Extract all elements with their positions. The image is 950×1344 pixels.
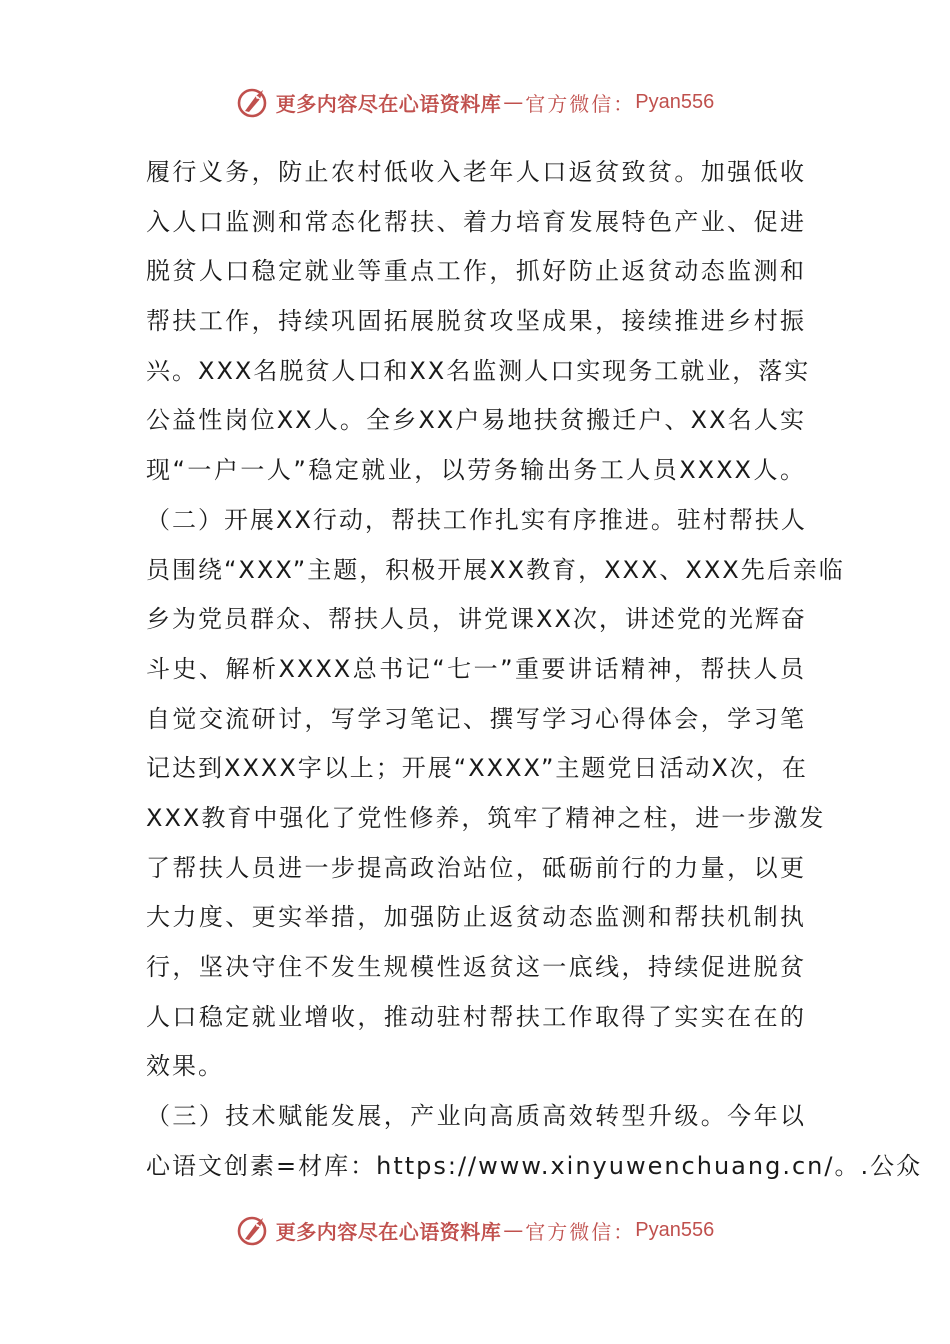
text-line: （三）技术赋能发展，产业向高质高效转型升级。今年以 bbox=[146, 1102, 806, 1131]
text-line: 现“一户一人”稳定就业，以劳务输出务工人员XXXX人。 bbox=[146, 456, 806, 485]
text-line: 兴。XXX名脱贫人口和XX名监测人口实现务工就业，落实 bbox=[146, 356, 811, 385]
text-line: 行，坚决守住不发生规模性返贫这一底线，持续促进脱贫 bbox=[146, 953, 806, 981]
text-line: 脱贫人口稳定就业等重点工作，抓好防止返贫动态监测和 bbox=[146, 257, 806, 286]
text-line: 大力度、更实举措，加强防止返贫动态监测和帮扶机制执 bbox=[146, 903, 806, 932]
pen-nib-circle-icon bbox=[236, 84, 272, 120]
banner-wechat-label: 官方微信： bbox=[525, 1219, 636, 1244]
text-line: 乡为党员群众、帮扶人员，讲党课XX次，讲述党的光辉奋 bbox=[146, 605, 807, 634]
banner-dash: — bbox=[503, 1218, 524, 1242]
text-line: 公益性岗位XX人。全乡XX户易地扶贫搬迁户、XX名人实 bbox=[146, 406, 806, 435]
banner-title: 更多内容尽在心语资料库 bbox=[275, 1219, 502, 1244]
text-line: 了帮扶人员进一步提高政治站位，砥砺前行的力量，以更 bbox=[146, 853, 806, 882]
text-line: XXX教育中强化了党性修养，筑牢了精神之柱，进一步激发 bbox=[146, 803, 826, 832]
text-line: 入人口监测和常态化帮扶、着力培育发展特色产业、促进 bbox=[146, 207, 806, 236]
text-line: 心语文创素=材库：https://www.xinyuwenchuang.cn/。.公众 bbox=[146, 1151, 923, 1180]
banner-wechat-id: Pyan556 bbox=[635, 90, 715, 113]
text-line: 效果。 bbox=[146, 1052, 224, 1081]
text-line: 斗史、解析XXXX总书记“七一”重要讲话精神，帮扶人员 bbox=[146, 654, 806, 683]
banner-wechat-id: Pyan556 bbox=[635, 1218, 715, 1241]
banner-dash: — bbox=[503, 90, 524, 114]
text-line: 人口稳定就业增收，推动驻村帮扶工作取得了实实在在的 bbox=[146, 1002, 806, 1031]
banner-title: 更多内容尽在心语资料库 bbox=[275, 91, 502, 116]
text-line: 自觉交流研讨，写学习笔记、撰写学习心得体会，学习笔 bbox=[146, 704, 806, 733]
text-line: （二）开展XX行动，帮扶工作扎实有序推进。驻村帮扶人 bbox=[146, 505, 807, 534]
document-body bbox=[146, 148, 923, 1191]
header-banner bbox=[0, 82, 950, 122]
text-line: 帮扶工作，持续巩固拓展脱贫攻坚成果，接续推进乡村振 bbox=[146, 307, 806, 336]
footer-banner bbox=[0, 1210, 950, 1250]
text-line: 记达到XXXX字以上；开展“XXXX”主题党日活动X次，在 bbox=[146, 754, 808, 783]
text-line: 履行义务，防止农村低收入老年人口返贫致贫。加强低收 bbox=[146, 158, 806, 186]
text-line: 员围绕“XXX”主题，积极开展XX教育，XXX、XXX先后亲临 bbox=[146, 555, 845, 584]
banner-wechat-label: 官方微信： bbox=[525, 91, 636, 116]
pen-nib-circle-icon bbox=[236, 1212, 272, 1248]
